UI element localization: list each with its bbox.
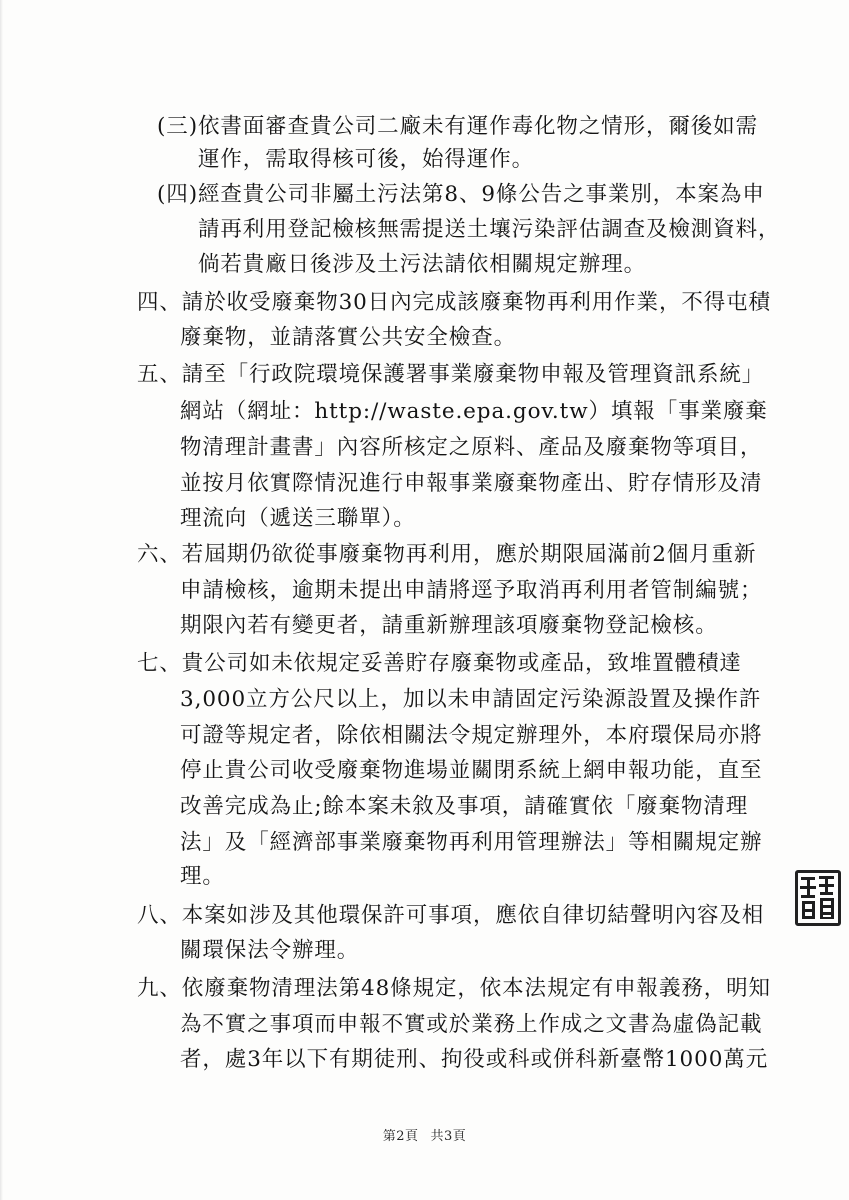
text-line: (三)依書面審查貴公司二廠未有運作毒化物之情形，爾後如需 (157, 114, 758, 139)
text-line: 五、請至「行政院環境保護署事業廢棄物申報及管理資訊系統」 (137, 362, 765, 387)
text-line: 申請檢核，逾期未提出申請將逕予取消再利用者管制編號； (180, 578, 763, 603)
text-line: 者，處3年以下有期徒刑、拘役或科或併科新臺幣1000萬元 (180, 1047, 769, 1072)
text-line: 改善完成為止;餘本案未敘及事項，請確實依「廢棄物清理 (180, 794, 749, 819)
text-line: 3,000立方公尺以上，加以未申請固定污染源設置及操作許 (180, 687, 762, 712)
page-number: 第2頁 (382, 1129, 419, 1144)
text-line: 倘若貴廠日後涉及土污法請依相關規定辦理。 (198, 252, 647, 277)
text-line: 六、若屆期仍欲從事廢棄物再利用，應於期限屆滿前2個月重新 (137, 542, 757, 567)
text-line: 理流向（遞送三聯單）。 (180, 506, 416, 531)
text-line: 運作，需取得核可後，始得運作。 (198, 147, 535, 172)
page-total: 共3頁 (430, 1129, 467, 1144)
text-line: 期限內若有變更者，請重新辦理該項廢棄物登記檢核。 (180, 613, 718, 638)
text-line: 並按月依實際情況進行申報事業廢棄物產出、貯存情形及清 (180, 471, 763, 496)
text-line: 關環保法令辦理。 (180, 938, 360, 963)
scan-edge (0, 0, 3, 1200)
text-line: 可證等規定者，除依相關法令規定辦理外，本府環保局亦將 (180, 723, 763, 748)
text-line: 網站（網址：http://waste.epa.gov.tw）填報「事業廢棄 (180, 399, 768, 424)
text-line: 廢棄物，並請落實公共安全檢查。 (180, 325, 517, 350)
text-line: 四、請於收受廢棄物30日內完成該廢棄物再利用作業，不得屯積 (137, 290, 771, 315)
text-line: 九、依廢棄物清理法第48條規定，依本法規定有申報義務，明知 (137, 976, 771, 1001)
text-line: 停止貴公司收受廢棄物進場並關閉系統上網申報功能，直至 (180, 758, 763, 783)
text-line: 八、本案如涉及其他環保許可事項，應依自律切結聲明內容及相 (137, 903, 765, 928)
seal-stamp-icon (795, 870, 841, 926)
text-line: 請再利用登記檢核無需提送土壤污染評估調查及檢測資料， (198, 217, 781, 242)
text-line: (四)經查貴公司非屬土污法第8、9條公告之事業別，本案為申 (157, 182, 765, 207)
page-footer (0, 1128, 849, 1146)
text-line: 為不實之事項而申報不實或於業務上作成之文書為虛偽記載 (180, 1012, 763, 1037)
text-line: 理。 (180, 864, 225, 889)
text-line: 七、貴公司如未依規定妥善貯存廢棄物或產品，致堆置體積達 (137, 651, 742, 676)
text-line: 法」及「經濟部事業廢棄物再利用管理辦法」等相關規定辦 (180, 830, 763, 855)
text-line: 物清理計畫書」內容所核定之原料、產品及廢棄物等項目， (180, 435, 763, 460)
